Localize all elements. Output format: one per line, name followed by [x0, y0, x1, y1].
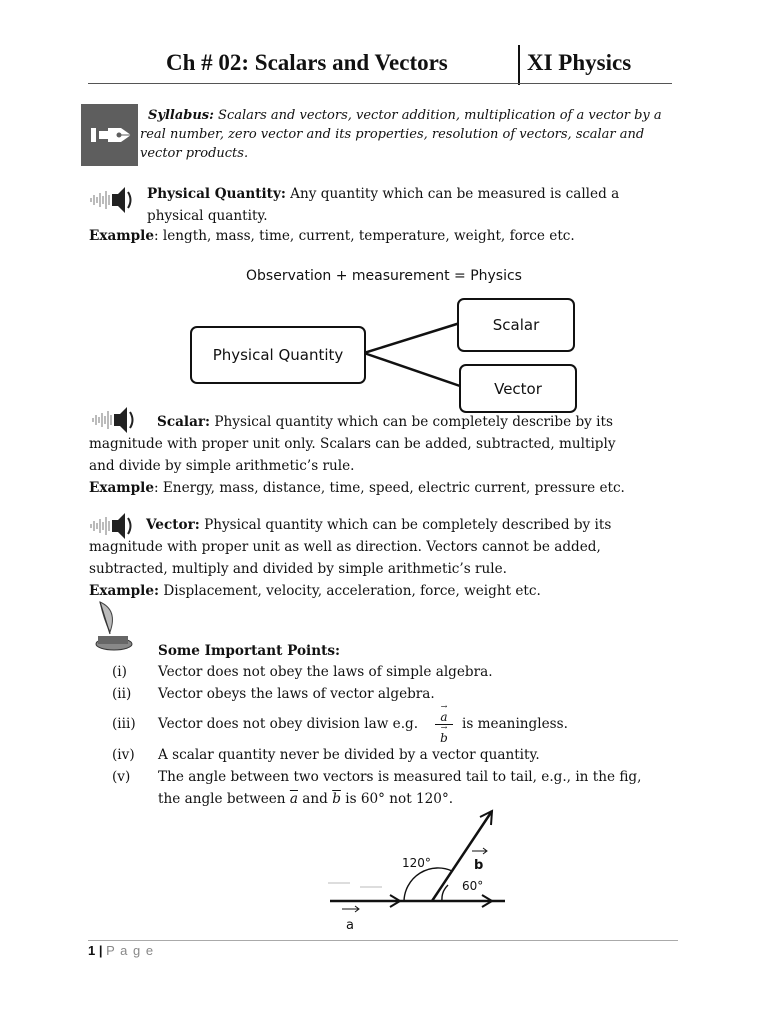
pen-icon	[81, 104, 138, 166]
equation-text: Observation + measurement = Physics	[246, 268, 522, 284]
speaker-icon	[88, 180, 140, 224]
header-divider	[518, 45, 520, 85]
scalar-line2: magnitude with proper unit only. Scalars can be added, subtracted, multiply	[89, 436, 616, 452]
footer-rule	[88, 940, 678, 941]
var-b: $\overline{b}$	[332, 791, 341, 807]
physical-quantity-box: Physical Quantity	[190, 326, 366, 384]
vector-example-label: Example:	[89, 583, 159, 599]
syllabus-line3: vector products.	[140, 146, 249, 161]
scalar-box: Scalar	[457, 298, 575, 352]
scalar-line1: Physical quantity which can be completely describe by its	[210, 414, 613, 430]
header-rule	[88, 83, 672, 84]
fraction-denominator: b	[440, 731, 448, 745]
subject-title: XI Physics	[527, 50, 632, 75]
page-word: P a g e	[106, 943, 155, 958]
var-a: $\overline{a}$	[289, 791, 298, 807]
fraction-numerator: a	[440, 710, 448, 724]
page-footer: 1 | P a g e	[88, 943, 155, 958]
page-number: 1	[88, 943, 96, 958]
physical-quantity-line2: physical quantity.	[147, 208, 268, 224]
syllabus-line2: real number, zero vector and its properties, resolution of vectors, scalar and	[140, 127, 645, 142]
pq-example-text: : length, mass, time, current, temperature, weight, force etc.	[153, 228, 575, 244]
point-num: (ii)	[112, 686, 132, 702]
point-text: The angle between two vectors is measured tail to tail, e.g., in the fig,	[158, 769, 642, 785]
scalar-line3: and divide by simple arithmetic’s rule.	[89, 458, 355, 474]
physical-quantity-label: Physical Quantity:	[147, 186, 286, 202]
point-text: Vector does not obey division law e.g.	[158, 716, 419, 732]
vector-line3: subtracted, multiply and divided by simple arithmetic’s rule.	[89, 561, 507, 577]
angle-figure	[320, 805, 510, 935]
vector-line1: Physical quantity which can be completely described by its	[199, 517, 612, 533]
point-text-after: is meaningless.	[462, 716, 568, 732]
scalar-example-label: Example	[89, 480, 154, 496]
label-60: 60°	[462, 879, 484, 893]
point-text: Vector does not obey the laws of simple algebra.	[158, 664, 493, 680]
quill-icon	[88, 600, 138, 660]
chapter-title: Ch # 02: Scalars and Vectors	[166, 50, 448, 75]
label-b: b	[474, 858, 484, 873]
label-120: 120°	[402, 856, 431, 870]
pq-example-label: Example	[89, 228, 154, 244]
fraction: → a → b	[435, 704, 453, 745]
point-num: (i)	[112, 664, 127, 680]
vector-box: Vector	[459, 364, 577, 413]
point-text: Vector obeys the laws of vector algebra.	[158, 686, 435, 702]
point-text: A scalar quantity never be divided by a vector quantity.	[158, 747, 540, 763]
vector-label: Vector:	[146, 517, 200, 533]
physical-quantity-line1: Any quantity which can be measured is called a	[285, 186, 620, 202]
scalar-example-text: : Energy, mass, distance, time, speed, electric current, pressure etc.	[153, 480, 625, 496]
scalar-label: Scalar:	[157, 414, 211, 430]
points-heading: Some Important Points:	[158, 643, 341, 659]
point-num: (iv)	[112, 747, 135, 763]
point-num: (v)	[112, 769, 131, 785]
syllabus-label: Syllabus:	[148, 108, 214, 123]
vector-example-text: Displacement, velocity, acceleration, force, weight etc.	[159, 583, 541, 599]
point-num: (iii)	[112, 716, 136, 732]
vector-line2: magnitude with proper unit as well as direction. Vectors cannot be added,	[89, 539, 601, 555]
syllabus-line1: Scalars and vectors, vector addition, multiplication of a vector by a	[213, 108, 662, 123]
diagram-connector	[360, 318, 470, 390]
label-a: a	[346, 918, 354, 933]
